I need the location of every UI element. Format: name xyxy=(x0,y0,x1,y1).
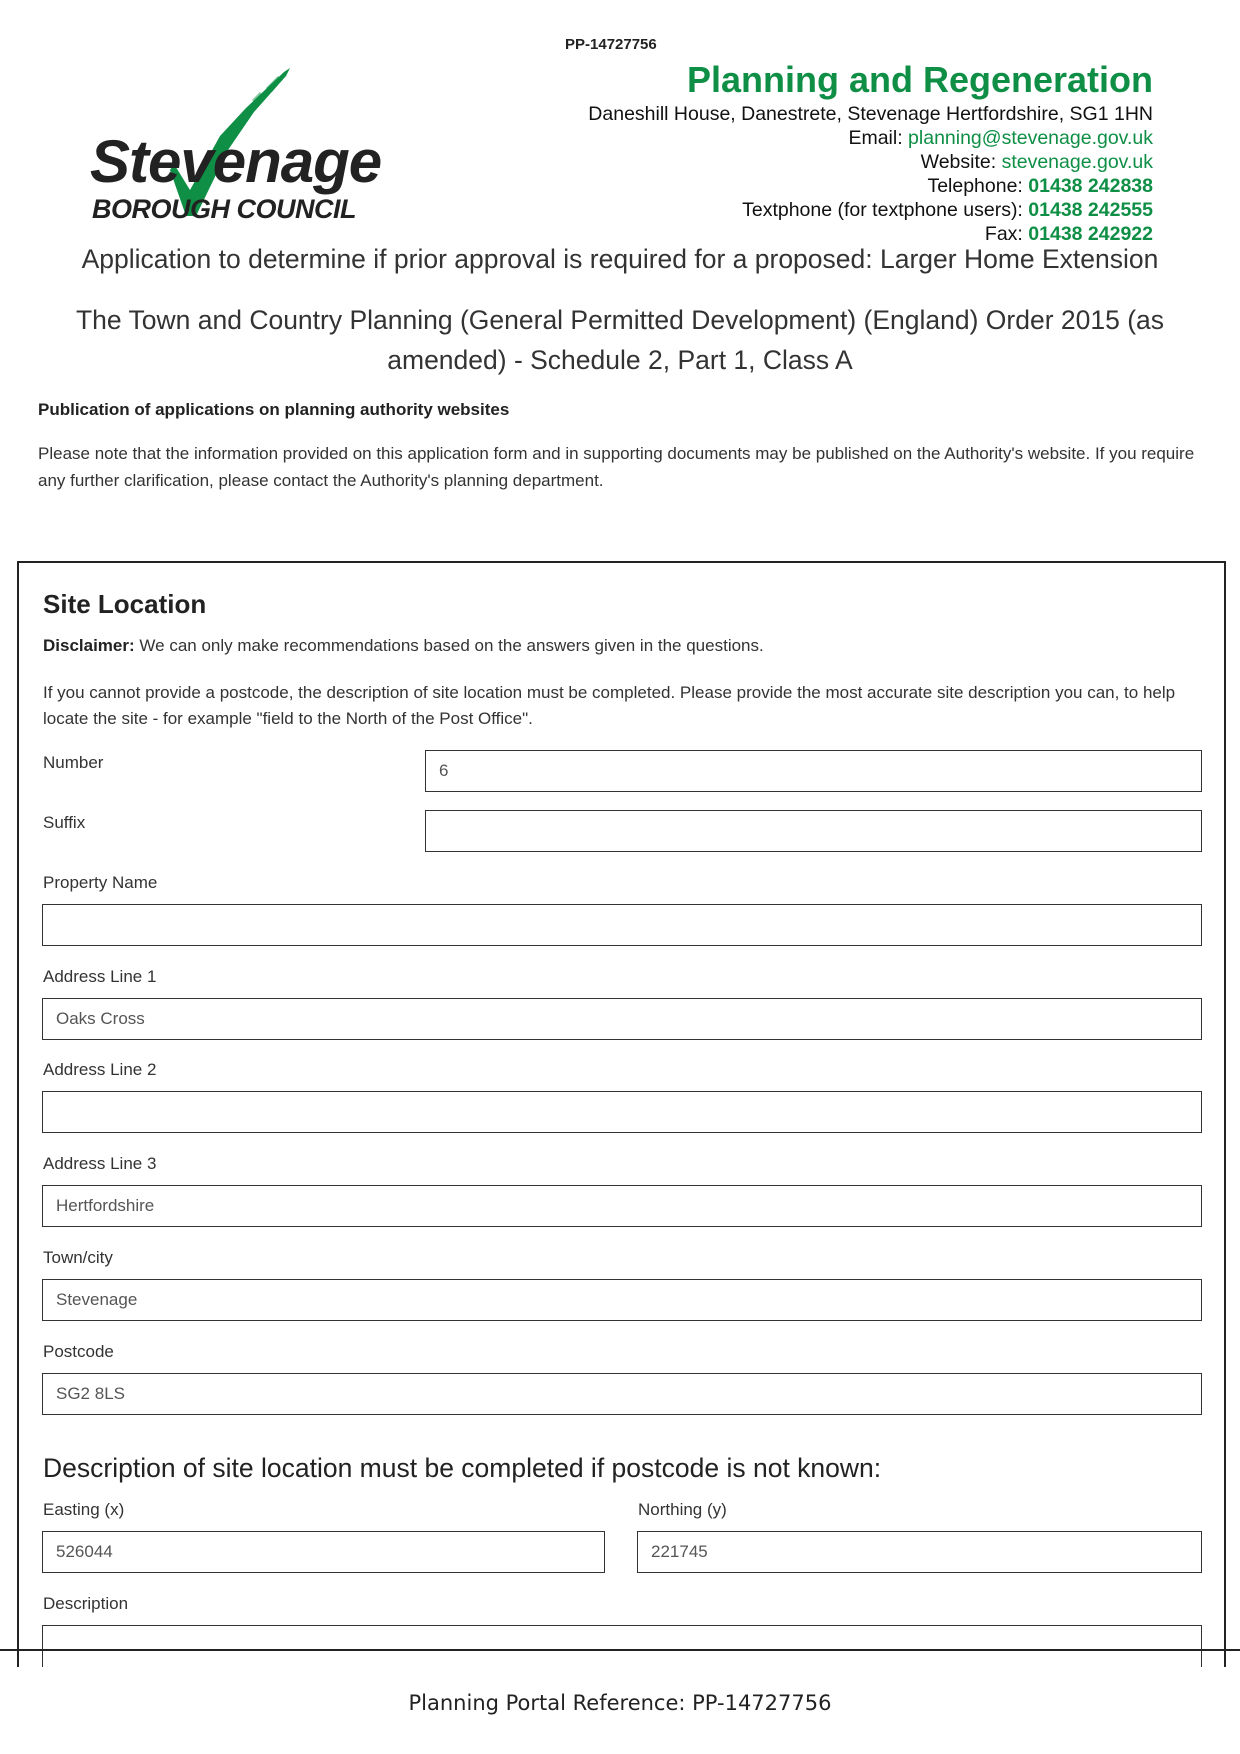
description-textarea[interactable] xyxy=(42,1625,1202,1667)
email-line xyxy=(588,126,1153,150)
description-label: Description xyxy=(43,1594,129,1613)
northing-label: Northing (y) xyxy=(638,1500,727,1519)
postcode-input[interactable]: SG2 8LS xyxy=(42,1373,1202,1415)
postcode-label: Postcode xyxy=(43,1342,114,1361)
email-label: Email: xyxy=(848,127,903,149)
address-line-2-input[interactable] xyxy=(42,1091,1202,1133)
town-city-input[interactable]: Stevenage xyxy=(42,1279,1202,1321)
site-location-panel xyxy=(17,561,1226,1667)
page-divider xyxy=(0,1649,1240,1651)
footer-reference: Planning Portal Reference: PP-14727756 xyxy=(408,1691,832,1715)
town-city-label: Town/city xyxy=(43,1248,113,1267)
northing-input[interactable]: 221745 xyxy=(637,1531,1202,1573)
number-label: Number xyxy=(43,753,104,772)
easting-input[interactable]: 526044 xyxy=(42,1531,605,1573)
email-link[interactable]: planning@stevenage.gov.uk xyxy=(908,127,1153,149)
property-name-input[interactable] xyxy=(42,904,1202,946)
address-line-1-input[interactable]: Oaks Cross xyxy=(42,998,1202,1040)
address-line-1-label: Address Line 1 xyxy=(43,967,157,986)
address-line: Daneshill House, Danestrete, Stevenage Hertfordshire, SG1 1HN xyxy=(588,103,1153,125)
fax-number: 01438 242922 xyxy=(1028,223,1153,245)
easting-label: Easting (x) xyxy=(43,1500,125,1519)
number-input[interactable]: 6 xyxy=(425,750,1202,792)
department-title: Planning and Regeneration xyxy=(686,59,1153,100)
council-logo xyxy=(86,66,386,236)
website-line xyxy=(588,150,1153,174)
disclaimer-text: We can only make recommendations based on the answers given in the questions. xyxy=(139,636,764,655)
address-line-3-input[interactable]: Hertfordshire xyxy=(42,1185,1202,1227)
publication-heading: Publication of applications on planning authority websites xyxy=(38,400,510,419)
description-heading: Description of site location must be completed if postcode is not known: xyxy=(43,1453,882,1483)
suffix-label: Suffix xyxy=(43,813,86,832)
telephone-number: 01438 242838 xyxy=(1028,175,1153,197)
disclaimer-label: Disclaimer: xyxy=(43,636,135,655)
fax-label: Fax: xyxy=(984,223,1023,245)
section-title: Site Location xyxy=(43,589,207,619)
property-name-label: Property Name xyxy=(43,873,158,892)
fax-line xyxy=(588,222,1153,246)
contact-block xyxy=(588,58,1153,246)
disclaimer xyxy=(43,636,764,656)
website-label: Website: xyxy=(920,151,997,173)
address-line-3-label: Address Line 3 xyxy=(43,1154,157,1173)
reference-number: PP-14727756 xyxy=(565,36,657,53)
postcode-info: If you cannot provide a postcode, the description of site location must be completed. Please provide the most accurate site description you can, to help locate the site - for example "field to the North of the Post Office". xyxy=(43,683,1176,728)
legislation-title: The Town and Country Planning (General Permitted Development) (England) Order 2015 (as amended) - Schedule 2, Part 1, Class A xyxy=(75,305,1165,375)
address-line-2-label: Address Line 2 xyxy=(43,1060,157,1079)
logo-wordmark: Stevenage xyxy=(90,128,382,195)
suffix-input[interactable] xyxy=(425,810,1202,852)
telephone-label: Telephone: xyxy=(927,175,1023,197)
logo-subtitle: BOROUGH COUNCIL xyxy=(92,194,356,224)
textphone-line xyxy=(588,198,1153,222)
telephone-line xyxy=(588,174,1153,198)
textphone-label: Textphone (for textphone users): xyxy=(742,199,1023,221)
application-title: Application to determine if prior approval is required for a proposed: Larger Home Extension xyxy=(81,244,1159,274)
website-link[interactable]: stevenage.gov.uk xyxy=(1001,151,1153,173)
textphone-number: 01438 242555 xyxy=(1028,199,1153,221)
publication-text: Please note that the information provided on this application form and in supporting documents may be published on the Authority's website. If you require any further clarification, please contact the Authority's planning department. xyxy=(38,444,1195,490)
